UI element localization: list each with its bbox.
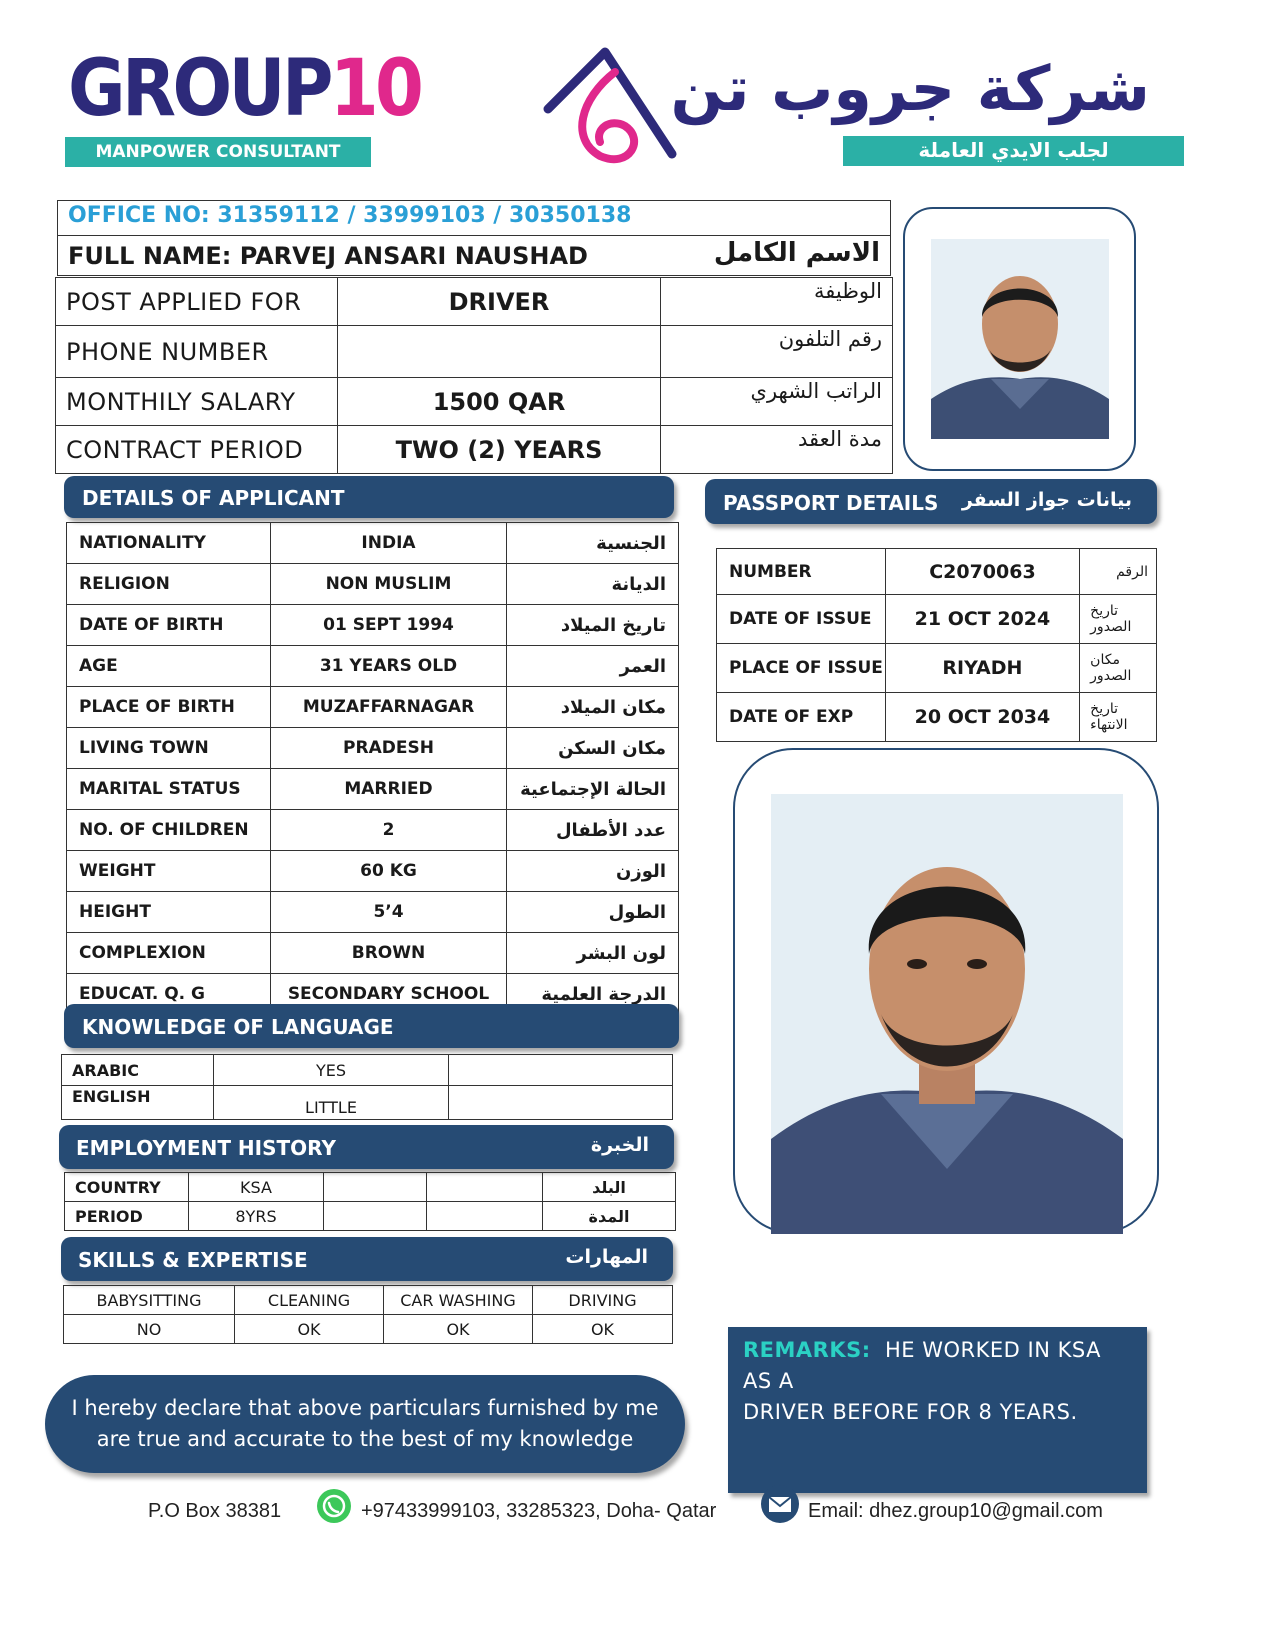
row-arabic: الوظيفة [661, 278, 893, 326]
table-row [717, 644, 1157, 693]
footer-email: Email: dhez.group10@gmail.com [808, 1500, 1103, 1522]
cell-arabic: الطول [507, 892, 679, 933]
skill-value: OK [384, 1315, 533, 1344]
cell-empty [427, 1173, 543, 1202]
cell-arabic: العمر [507, 646, 679, 687]
passport-title: PASSPORT DETAILS [723, 491, 939, 515]
full-name-row [57, 236, 891, 276]
table-row [67, 851, 679, 892]
cell-label: ARABIC [62, 1055, 214, 1086]
cell-label: PLACE OF ISSUE [717, 644, 886, 693]
arabic-brand-name: شركة جروب تن [670, 52, 1150, 125]
row-label: MONTHILY SALARY [56, 378, 338, 426]
language-title: KNOWLEDGE OF LANGUAGE [82, 1015, 394, 1039]
cell-value: RIYADH [885, 644, 1079, 693]
cell-label: NUMBER [717, 549, 886, 595]
table-row [62, 1055, 673, 1086]
large-photo-frame [733, 748, 1159, 1234]
employment-table [64, 1172, 676, 1231]
footer-phones: +97433999103, 33285323, Doha- Qatar [361, 1500, 717, 1522]
cell-label: EDUCAT. Q. G [67, 974, 271, 1015]
passport-title-arabic: بيانات جواز السفر [961, 489, 1132, 511]
cell-label: AGE [67, 646, 271, 687]
cell-value: 8YRS [189, 1202, 324, 1231]
table-row [65, 1173, 676, 1202]
cell-empty [449, 1055, 673, 1086]
cell-arabic: الحالة الإجتماعية [507, 769, 679, 810]
cell-arabic: تاريخ الانتهاء [1080, 693, 1157, 742]
details-section-header [64, 476, 674, 518]
table-row [67, 933, 679, 974]
table-row [67, 728, 679, 769]
cell-arabic: لون البشر [507, 933, 679, 974]
skill-value: OK [533, 1315, 673, 1344]
row-label: PHONE NUMBER [56, 326, 338, 378]
skills-section-header [61, 1237, 673, 1281]
declaration-line-1: I hereby declare that above particulars furnished by me [71, 1396, 659, 1420]
cell-value: SECONDARY SCHOOL [271, 974, 507, 1015]
cell-value: KSA [189, 1173, 324, 1202]
row-value: 1500 QAR [338, 378, 661, 426]
cell-label: DATE OF ISSUE [717, 595, 886, 644]
full-name-label: FULL NAME: PARVEJ ANSARI NAUSHAD [68, 242, 588, 270]
skill-value: OK [235, 1315, 384, 1344]
footer-pobox: P.O Box 38381 [148, 1500, 282, 1522]
row-label: CONTRACT PERIOD [56, 426, 338, 474]
cell-value: BROWN [271, 933, 507, 974]
row-arabic: الراتب الشهري [661, 378, 893, 426]
cell-label: COUNTRY [65, 1173, 189, 1202]
cell-arabic: الديانة [507, 564, 679, 605]
table-row [67, 564, 679, 605]
skills-title: SKILLS & EXPERTISE [78, 1248, 308, 1272]
row-value: DRIVER [338, 278, 661, 326]
logo-number: 10 [329, 44, 421, 134]
skill-name: BABYSITTING [64, 1286, 235, 1315]
cell-arabic: الدرجة العلمية [507, 974, 679, 1015]
employment-title-arabic: الخبرة [590, 1134, 649, 1156]
declaration-box [45, 1375, 685, 1473]
cell-value: C2070063 [885, 549, 1079, 595]
cell-arabic: تاريخ الميلاد [507, 605, 679, 646]
table-row [67, 523, 679, 564]
employment-section-header [59, 1125, 674, 1169]
full-name-arabic: الاسم الكامل [713, 238, 880, 268]
cell-value: MARRIED [271, 769, 507, 810]
table-row [67, 687, 679, 728]
table-row [67, 810, 679, 851]
cell-label: MARITAL STATUS [67, 769, 271, 810]
cell-value: LITTLE [214, 1086, 449, 1120]
cell-empty [324, 1202, 427, 1231]
cell-label: COMPLEXION [67, 933, 271, 974]
skills-title-arabic: المهارات [565, 1246, 648, 1268]
skill-name: DRIVING [533, 1286, 673, 1315]
cell-arabic: تاريخ الصدور [1080, 595, 1157, 644]
cell-value: YES [214, 1055, 449, 1086]
cell-label: LIVING TOWN [67, 728, 271, 769]
skill-name: CLEANING [235, 1286, 384, 1315]
passport-section-header [705, 479, 1157, 524]
cell-value: NON MUSLIM [271, 564, 507, 605]
house-swirl-logo [540, 44, 685, 164]
arabic-brand-subtitle: لجلب الايدي العاملة [843, 136, 1184, 166]
cell-value: 5’4 [271, 892, 507, 933]
cell-label: ENGLISH [62, 1086, 214, 1120]
table-row [65, 1202, 676, 1231]
cell-arabic: المدة [543, 1202, 676, 1231]
cell-arabic: عدد الأطفال [507, 810, 679, 851]
cell-label: NATIONALITY [67, 523, 271, 564]
remarks-text-1: HE WORKED IN KSA AS A [743, 1338, 1101, 1393]
cell-value: 01 SEPT 1994 [271, 605, 507, 646]
cell-empty [427, 1202, 543, 1231]
cell-label: NO. OF CHILDREN [67, 810, 271, 851]
table-row [67, 892, 679, 933]
logo-subtitle: MANPOWER CONSULTANT [65, 137, 371, 167]
cell-value: 21 OCT 2024 [885, 595, 1079, 644]
employment-title: EMPLOYMENT HISTORY [76, 1136, 336, 1160]
language-section-header [64, 1004, 679, 1048]
cell-label: PLACE OF BIRTH [67, 687, 271, 728]
declaration-line-2: are true and accurate to the best of my knowledge [96, 1427, 634, 1451]
cell-value: MUZAFFARNAGAR [271, 687, 507, 728]
whatsapp-icon [316, 1488, 352, 1524]
cell-empty [449, 1086, 673, 1120]
cell-value: INDIA [271, 523, 507, 564]
office-numbers: OFFICE NO: 31359112 / 33999103 / 30350138 [57, 200, 891, 236]
cell-label: DATE OF BIRTH [67, 605, 271, 646]
cell-arabic: الوزن [507, 851, 679, 892]
cell-value: 2 [271, 810, 507, 851]
cell-empty [324, 1173, 427, 1202]
cell-label: RELIGION [67, 564, 271, 605]
cell-label: WEIGHT [67, 851, 271, 892]
skill-value: NO [64, 1315, 235, 1344]
passport-table [716, 548, 1157, 742]
cell-value: 31 YEARS OLD [271, 646, 507, 687]
remarks-box [728, 1327, 1147, 1493]
logo-main-text: GROUP [68, 44, 330, 134]
small-photo-frame [903, 207, 1136, 471]
group10-logo [68, 44, 421, 134]
table-row [62, 1086, 673, 1120]
language-table [61, 1054, 673, 1120]
cell-label: DATE OF EXP [717, 693, 886, 742]
cell-arabic: مكان السكن [507, 728, 679, 769]
table-row [64, 1315, 673, 1344]
email-icon [760, 1484, 800, 1524]
table-row [717, 595, 1157, 644]
table-row [67, 646, 679, 687]
skill-name: CAR WASHING [384, 1286, 533, 1315]
table-row [717, 549, 1157, 595]
cell-label: PERIOD [65, 1202, 189, 1231]
cell-arabic: مكان الصدور [1080, 644, 1157, 693]
cell-value: 60 KG [271, 851, 507, 892]
cell-value: PRADESH [271, 728, 507, 769]
table-row [56, 426, 893, 474]
row-value: TWO (2) YEARS [338, 426, 661, 474]
details-table [66, 522, 679, 1015]
cell-value: 20 OCT 2034 [885, 693, 1079, 742]
details-title: DETAILS OF APPLICANT [82, 486, 345, 510]
table-row [67, 605, 679, 646]
table-row [67, 769, 679, 810]
table-row [717, 693, 1157, 742]
cell-arabic: الجنسية [507, 523, 679, 564]
applicant-photo-small [931, 239, 1109, 439]
cell-arabic: البلد [543, 1173, 676, 1202]
cell-arabic: مكان الميلاد [507, 687, 679, 728]
table-row [56, 378, 893, 426]
skills-table [63, 1285, 673, 1344]
cell-arabic: الرقم [1080, 549, 1157, 595]
row-arabic: مدة العقد [661, 426, 893, 474]
table-row [64, 1286, 673, 1315]
table-row [56, 326, 893, 378]
cell-label: HEIGHT [67, 892, 271, 933]
table-row [56, 278, 893, 326]
row-arabic: رقم التلفون [661, 326, 893, 378]
row-value [338, 326, 661, 378]
row-label: POST APPLIED FOR [56, 278, 338, 326]
job-info-table [55, 277, 893, 474]
applicant-photo-large [771, 794, 1123, 1234]
remarks-text-2: DRIVER BEFORE FOR 8 YEARS. [743, 1400, 1078, 1424]
remarks-label: REMARKS: [743, 1338, 871, 1362]
